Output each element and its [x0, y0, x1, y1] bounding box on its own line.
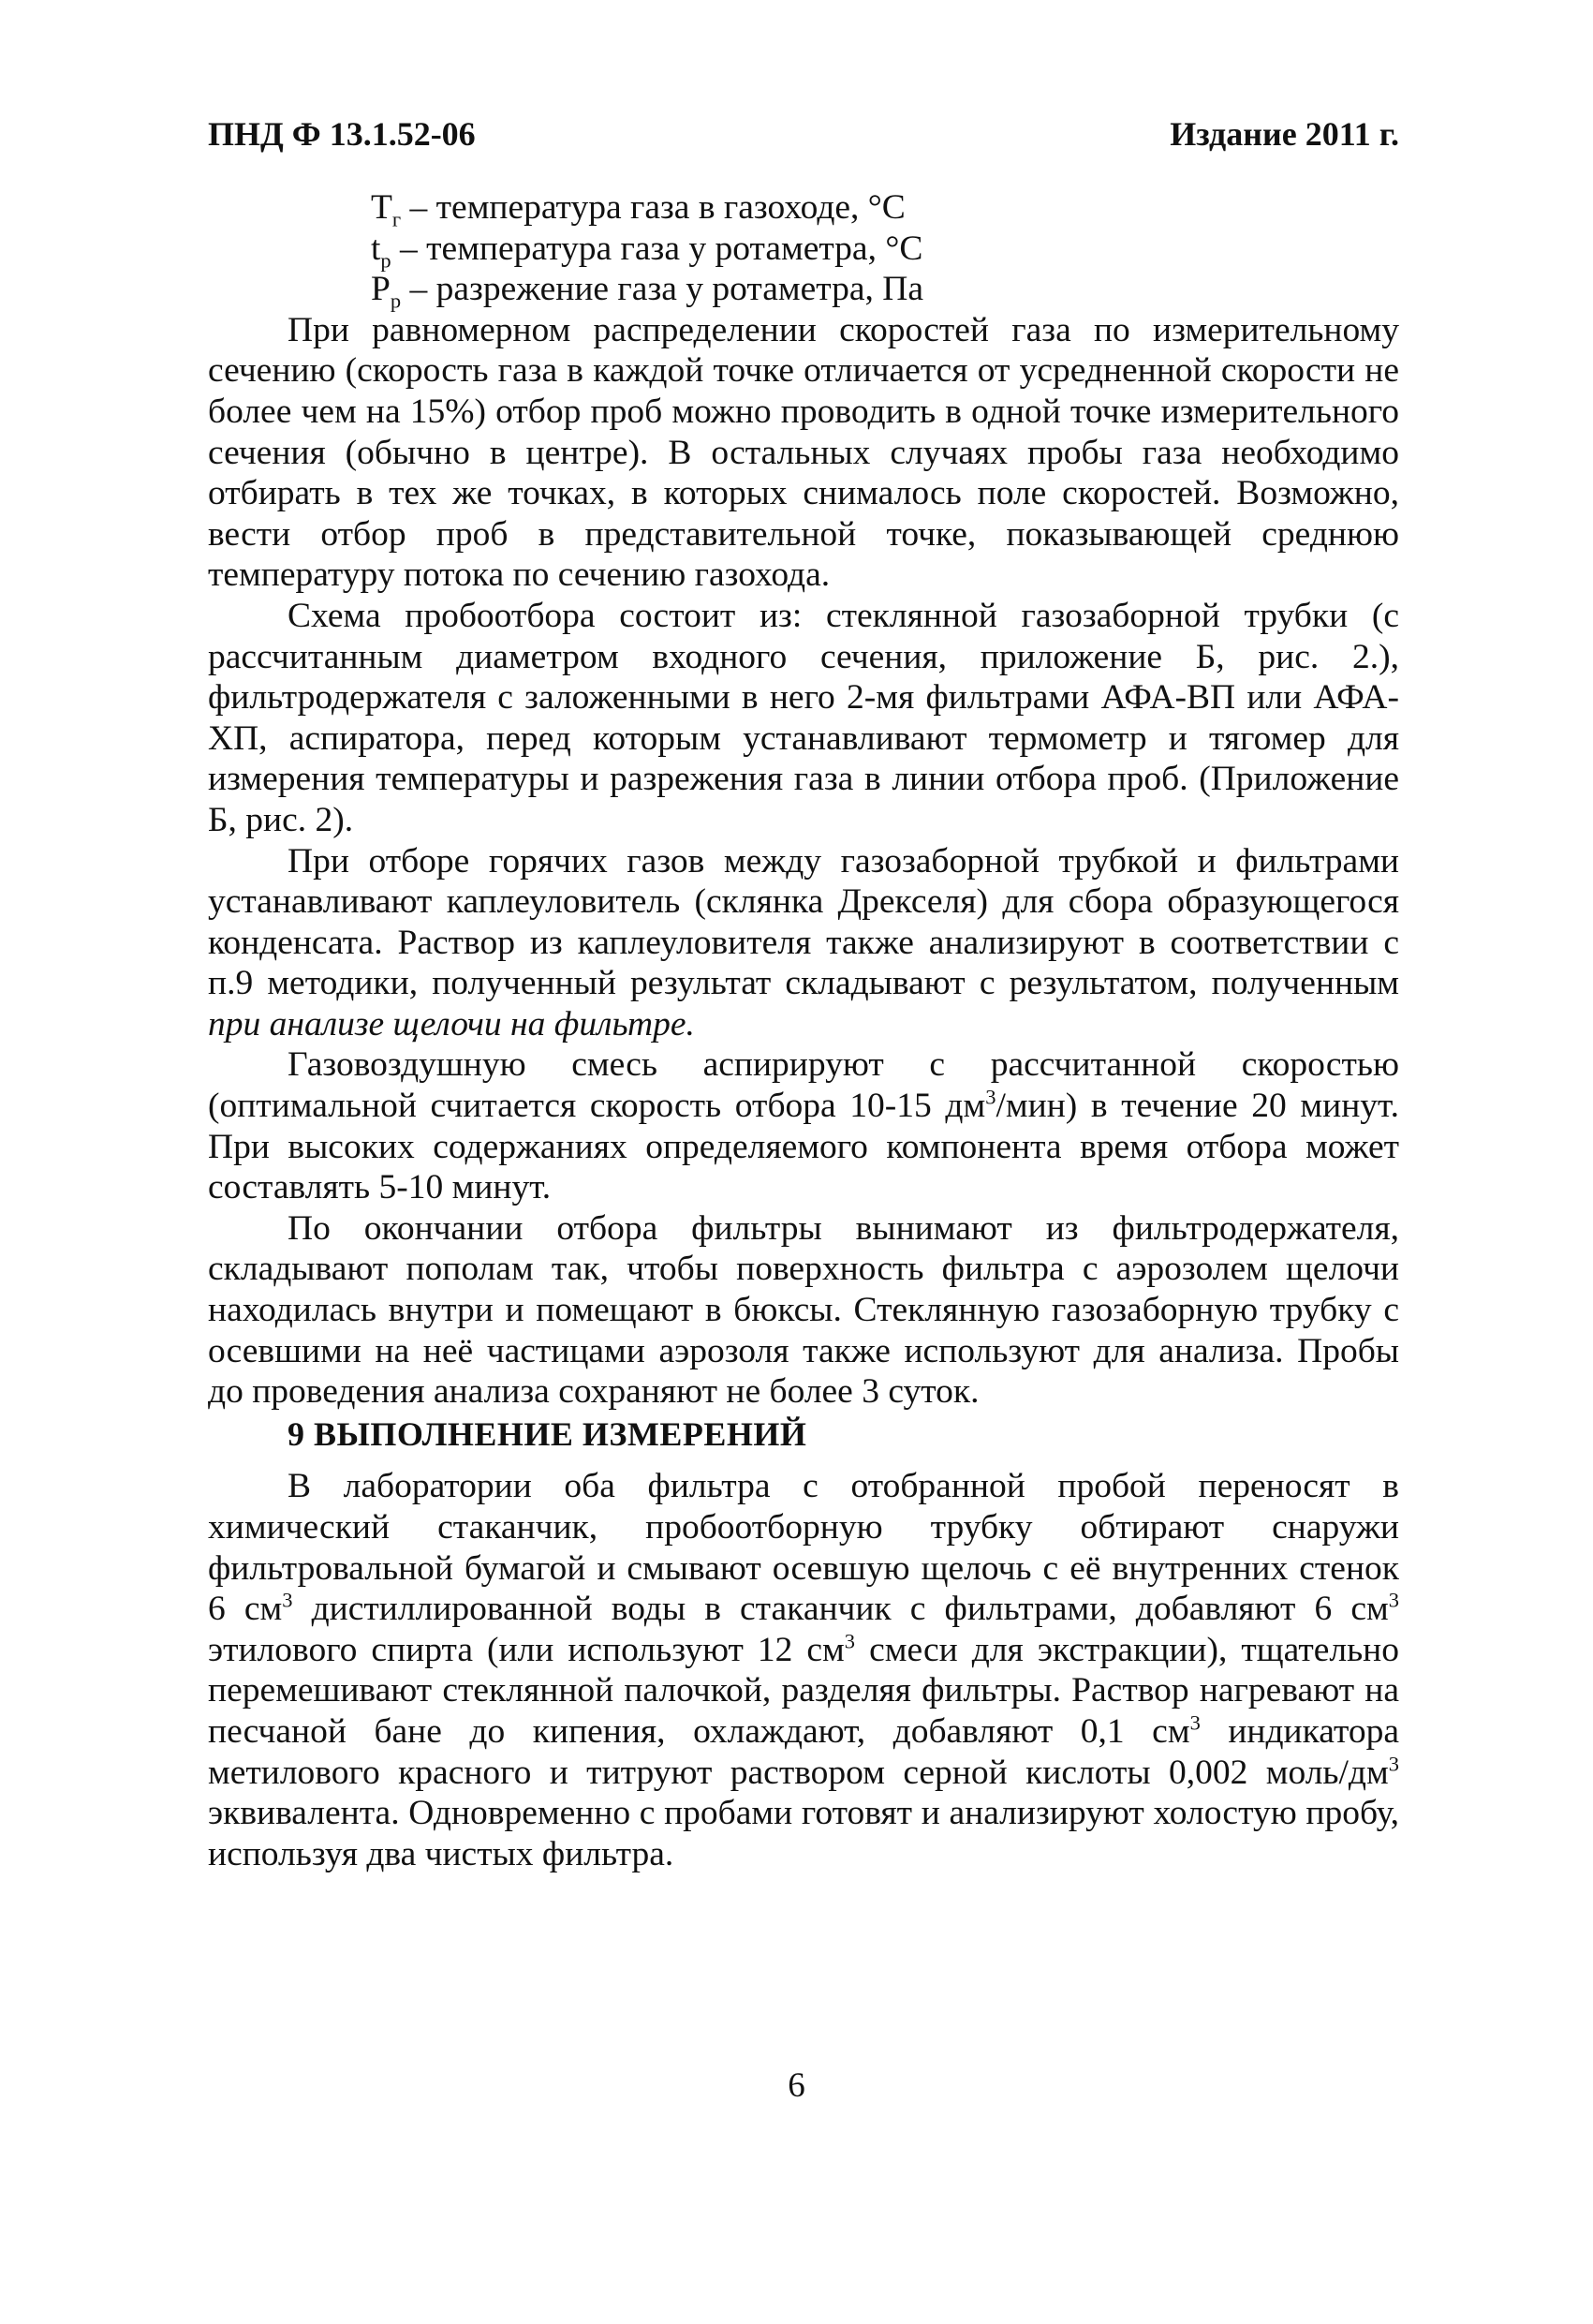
- paragraph-velocity-distribution: При равномерном распределении скоростей газа по измерительному сечению (скорость газа в каждой точке отличается от усредненной скорости не более чем на 15%) отбор проб можно проводить в одной точке измерительного сечения (обычно в центре). В остальных случаях пробы газа необходимо отбирать в тех же точках, в которых снималось поле скоростей. Возможно, вести отбор проб в представительной точке, показывающей среднюю температуру потока по сечению газохода.: [208, 310, 1399, 595]
- edition-label: Издание 2011 г.: [1170, 115, 1399, 153]
- definition-gas-temperature-rotameter: $t_р$ – температура газа у ротаметра, °С: [371, 229, 923, 273]
- document-id: ПНД Ф 13.1.52-06: [208, 115, 476, 153]
- paragraph-sampling-scheme: Схема пробоотбора состоит из: стеклянной газозаборной трубки (с рассчитанным диаметром входного сечения, приложение Б, рис. 2.), фильтродержателя с заложенными в него 2-мя фильтрами АФА-ВП или АФА-ХП, аспиратора, перед которым устанавливают термометр и тягомер для измерения температуры и разрежения газа в линии отбора проб. (Приложение Б, рис. 2).: [208, 596, 1399, 839]
- definition-gas-temperature-flue: $T_г$ – температура газа в газоходе, °С: [371, 188, 906, 231]
- definition-gas-vacuum-rotameter: $P_р$ – разрежение газа у ротаметра, Па: [371, 270, 923, 313]
- section-title-measurements: 9 ВЫПОЛНЕНИЕ ИЗМЕРЕНИЙ: [288, 1414, 807, 1453]
- paragraph-filter-storage: По окончании отбора фильтры вынимают из фильтродержателя, складывают пополам так, чтобы поверхность фильтра с аэрозолем щелочи находилась внутри и помещают в бюксы. Стеклянную газозаборную трубку с осевшими на неё частицами аэрозоля также используют для анализа. Пробы до проведения анализа сохраняют не более 3 суток.: [208, 1208, 1399, 1412]
- paragraph-aspiration-rate: Газовоздушную смесь аспирируют с рассчитанной скоростью (оптимальной считается скорость отбора 10-15 $дм^3/мин$) в течение 20 минут. При высоких содержаниях определяемого компонента время отбора может составлять 5-10 минут.: [208, 1045, 1399, 1207]
- paragraph-measurement-procedure: В лаборатории оба фильтра с отобранной пробой переносят в химический стаканчик, пробоотборную трубку обтирают снаружи фильтровальной бумагой и смывают осевшую щелочь с её внутренних стенок 6 $см^3$ дистиллированной воды в стаканчик с фильтрами, добавляют 6 $см^3$ этилового спирта (или используют 12 $см^3$ смеси для экстракции), тщательно перемешивают стеклянной палочкой, разделяя фильтры. Раствор нагревают на песчаной бане до кипения, охлаждают, добавляют 0,1 $см^3$ индикатора метилового красного и титруют раствором серной кислоты 0,002 моль/$дм^3$ эквивалента. Одновременно с пробами готовят и анализируют холостую пробу, используя два чистых фильтра.: [208, 1467, 1400, 1873]
- paragraph-hot-gases: При отборе горячих газов между газозаборной трубкой и фильтрами устанавливают каплеуловитель (склянка Дрекселя) для сбора образующегося конденсата. Раствор из каплеуловителя также анализируют в соответствии с п.9 методики, полученный результат складывают с результатом, полученным при анализе щелочи на фильтре.: [208, 841, 1399, 1044]
- page-header: [208, 114, 1399, 152]
- page-number: 6: [788, 2066, 805, 2105]
- page-body: [208, 187, 1399, 1874]
